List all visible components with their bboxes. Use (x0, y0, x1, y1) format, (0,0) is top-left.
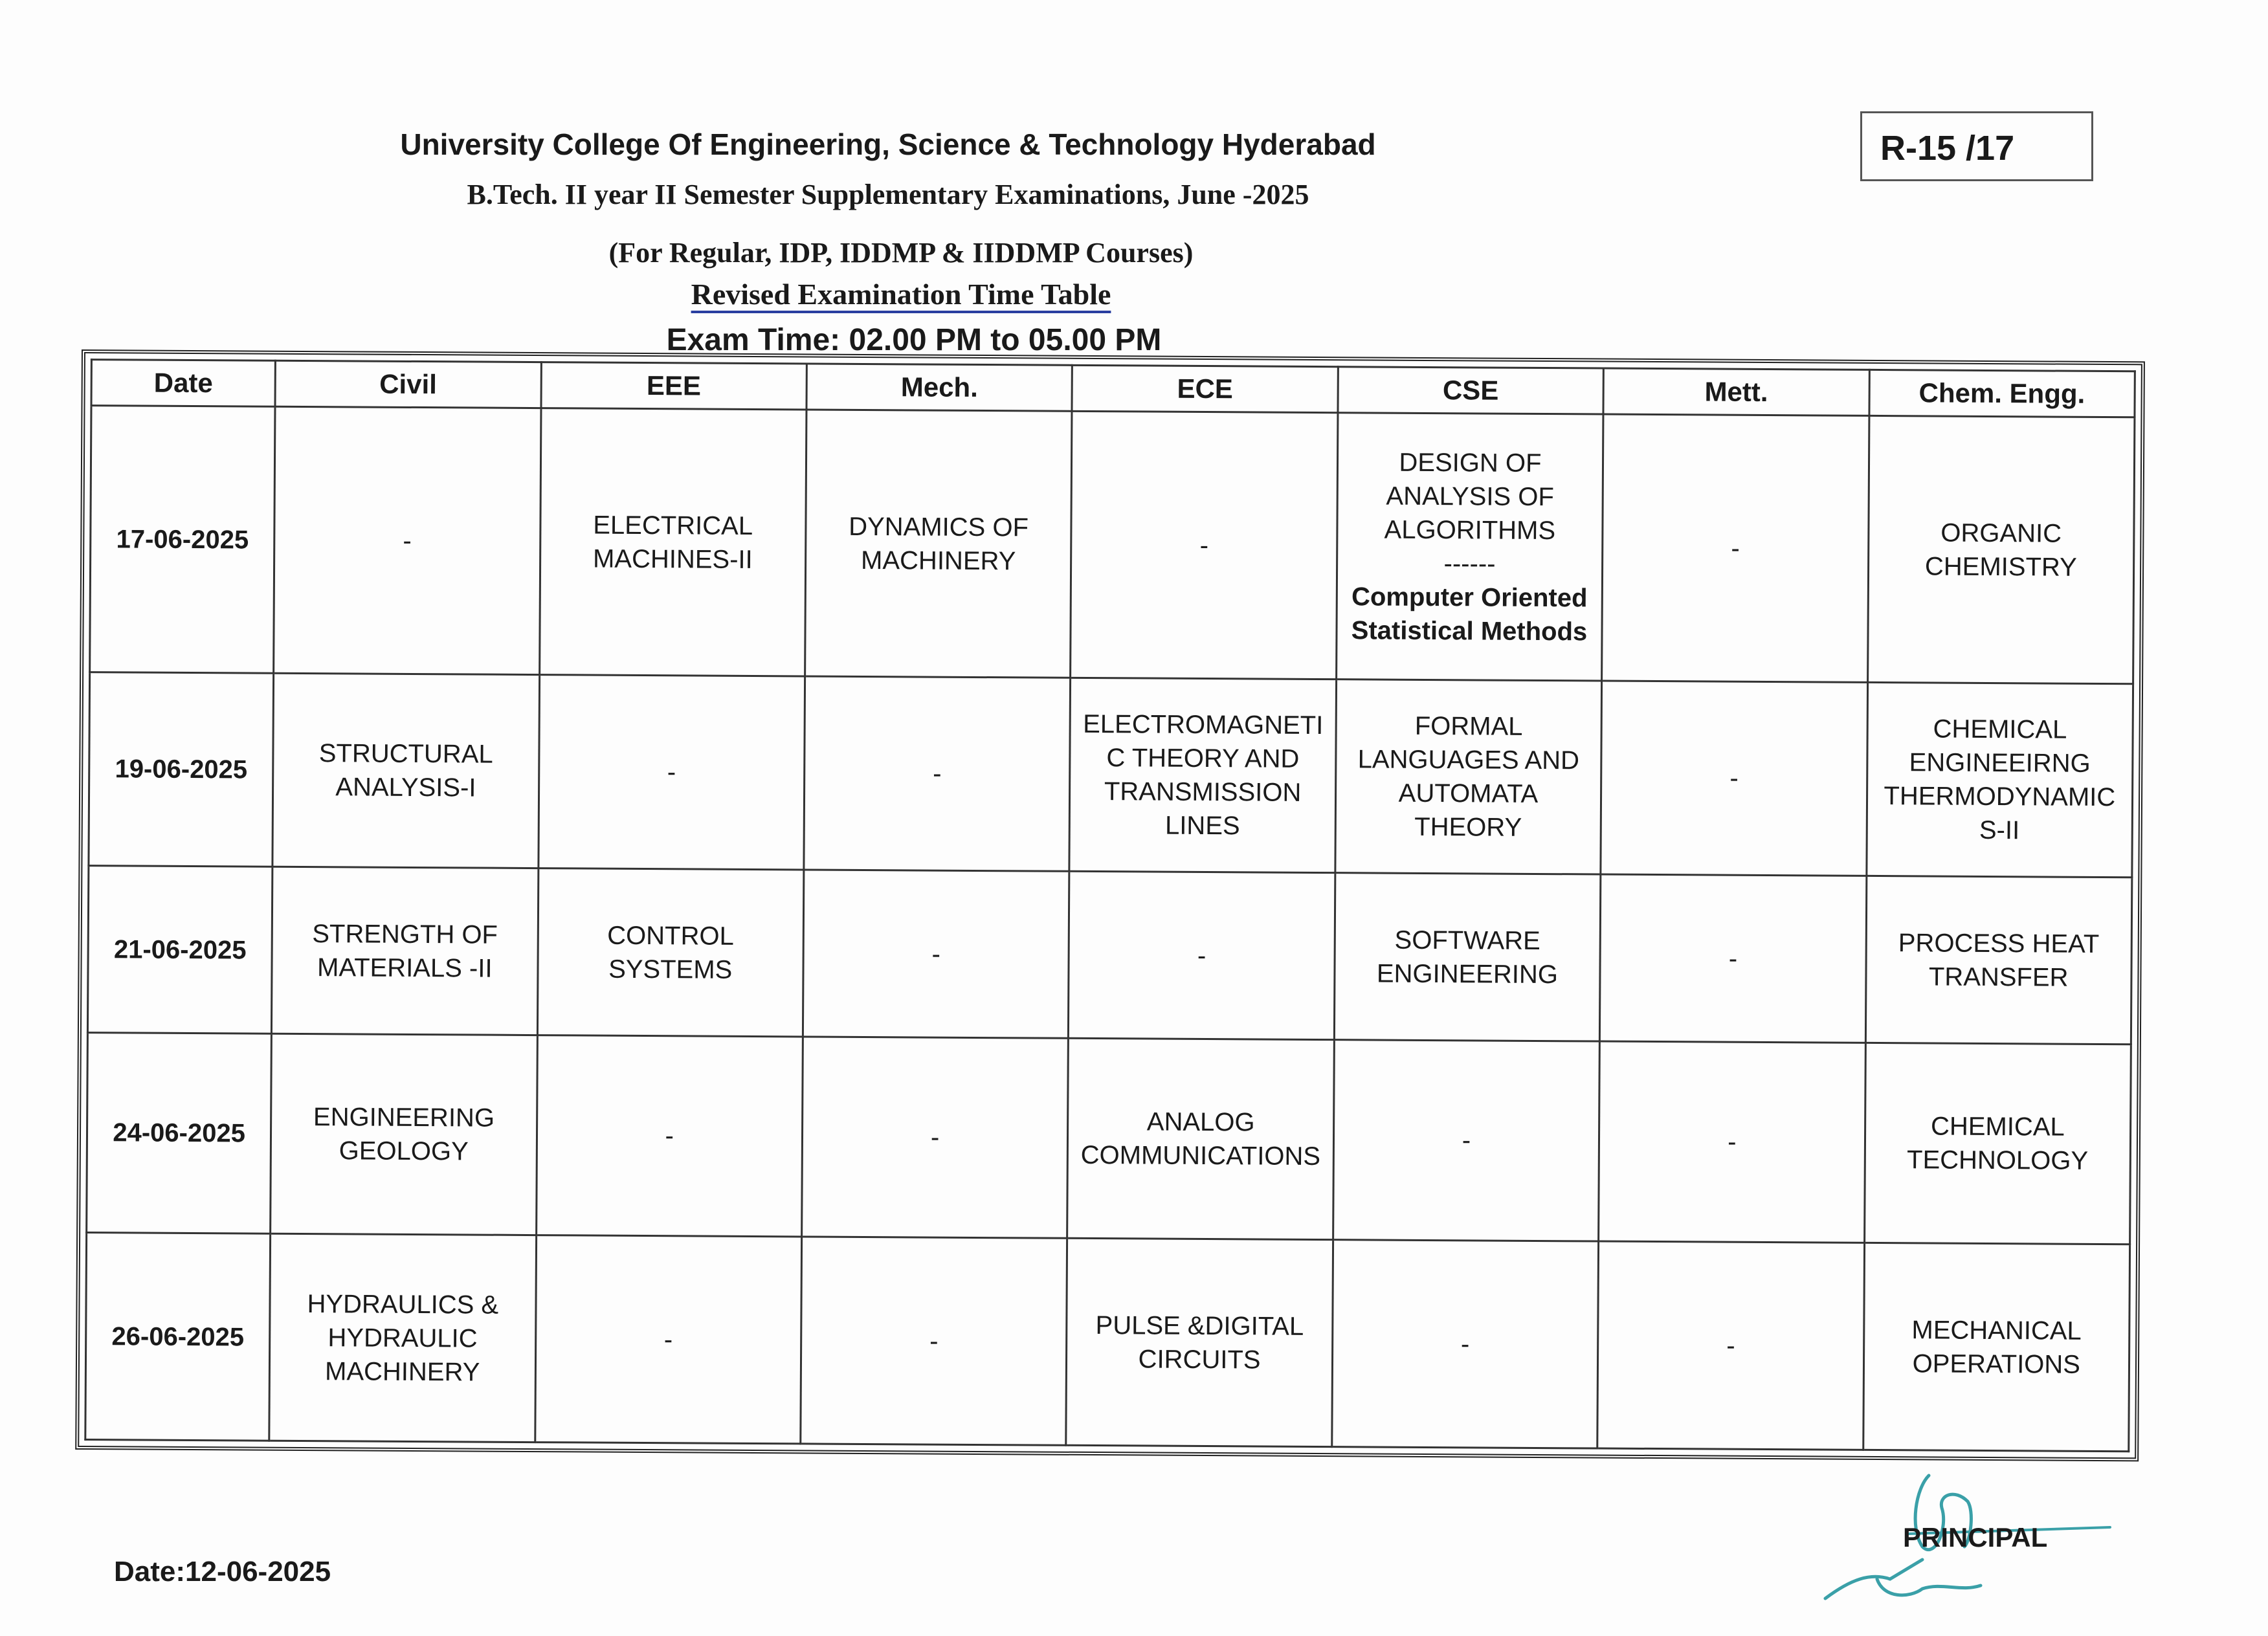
ece-cell: ANALOG COMMUNICATIONS (1067, 1038, 1334, 1240)
table-row (87, 866, 2131, 1045)
timetable (84, 359, 2136, 1452)
cse-subject-2: Computer Oriented Statistical Methods (1351, 582, 1588, 647)
civil-cell: HYDRAULICS & HYDRAULIC MACHINERY (269, 1234, 536, 1443)
chem-cell: CHEMICAL TECHNOLOGY (1864, 1043, 2131, 1244)
col-header-mech: Mech. (806, 364, 1073, 411)
date-cell: 19-06-2025 (89, 672, 274, 867)
table-row (87, 1033, 2131, 1244)
mech-cell: - (802, 1037, 1069, 1239)
chem-cell: CHEMICAL ENGINEEIRNG THERMODYNAMIC S-II (1866, 683, 2133, 878)
ece-cell: ELECTROMAGNETI C THEORY AND TRANSMISSION LINES (1069, 678, 1336, 873)
col-header-eee: EEE (541, 362, 807, 410)
university-name: University College Of Engineering, Science & Technology Hyderabad (400, 127, 1376, 161)
issue-date: Date:12-06-2025 (114, 1556, 331, 1587)
cse-cell: - (1332, 1240, 1599, 1448)
cse-cell: - (1333, 1040, 1599, 1242)
col-header-ece: ECE (1072, 365, 1338, 412)
exam-title: B.Tech. II year II Semester Supplementary Examinations, June -2025 (467, 179, 1309, 210)
eee-cell: - (535, 1235, 801, 1444)
col-header-mett: Mett. (1603, 368, 1869, 415)
table-row (89, 672, 2133, 878)
civil-cell: - (274, 406, 541, 675)
principal-label: PRINCIPAL (1903, 1522, 2048, 1553)
cse-cell (1336, 413, 1603, 681)
mech-cell: - (803, 870, 1069, 1038)
date-cell: 21-06-2025 (87, 866, 272, 1034)
col-header-cse: CSE (1338, 367, 1604, 414)
revised-title: Revised Examination Time Table (691, 278, 1111, 311)
col-header-date: Date (91, 360, 276, 407)
chem-cell: ORGANIC CHEMISTRY (1867, 415, 2135, 684)
mett-cell: - (1602, 414, 1869, 683)
mett-cell: - (1599, 1041, 1865, 1243)
cse-separator: ------ (1443, 549, 1496, 579)
col-header-civil: Civil (275, 360, 541, 408)
mett-cell: - (1601, 681, 1867, 876)
cse-cell: SOFTWARE ENGINEERING (1334, 873, 1601, 1041)
civil-cell: STRENGTH OF MATERIALS -II (272, 867, 539, 1035)
mett-cell: - (1597, 1241, 1864, 1450)
eee-cell: CONTROL SYSTEMS (537, 868, 804, 1037)
civil-cell: STRUCTURAL ANALYSIS-I (272, 674, 539, 868)
mett-cell: - (1600, 874, 1867, 1043)
exam-time: Exam Time: 02.00 PM to 05.00 PM (666, 323, 1162, 357)
civil-cell: ENGINEERING GEOLOGY (271, 1034, 537, 1235)
eee-cell: - (536, 1035, 803, 1237)
date-cell: 24-06-2025 (87, 1033, 272, 1234)
eee-cell: ELECTRICAL MACHINES-II (539, 408, 806, 677)
cse-subject-1: DESIGN OF ANALYSIS OF ALGORITHMS (1384, 448, 1556, 545)
chem-cell: MECHANICAL OPERATIONS (1863, 1243, 2129, 1452)
ece-cell: - (1071, 411, 1338, 680)
table-row (90, 406, 2135, 685)
chem-cell: PROCESS HEAT TRANSFER (1865, 876, 2132, 1045)
eee-cell: - (538, 675, 805, 870)
date-cell: 17-06-2025 (90, 406, 275, 674)
ece-cell: - (1069, 872, 1335, 1040)
mech-cell: - (804, 676, 1071, 871)
mech-cell: DYNAMICS OF MACHINERY (805, 410, 1073, 678)
cse-cell: FORMAL LANGUAGES AND AUTOMATA THEORY (1335, 680, 1602, 874)
date-cell: 26-06-2025 (85, 1233, 271, 1441)
table-row (85, 1233, 2130, 1452)
regulation-code-box: R-15 /17 (1860, 111, 2093, 181)
courses-note: (For Regular, IDP, IDDMP & IIDDMP Courses) (608, 237, 1194, 269)
mech-cell: - (801, 1237, 1067, 1445)
ece-cell: PULSE &DIGITAL CIRCUITS (1066, 1239, 1333, 1447)
timetable-frame (75, 349, 2145, 1461)
col-header-chem: Chem. Engg. (1869, 370, 2135, 417)
